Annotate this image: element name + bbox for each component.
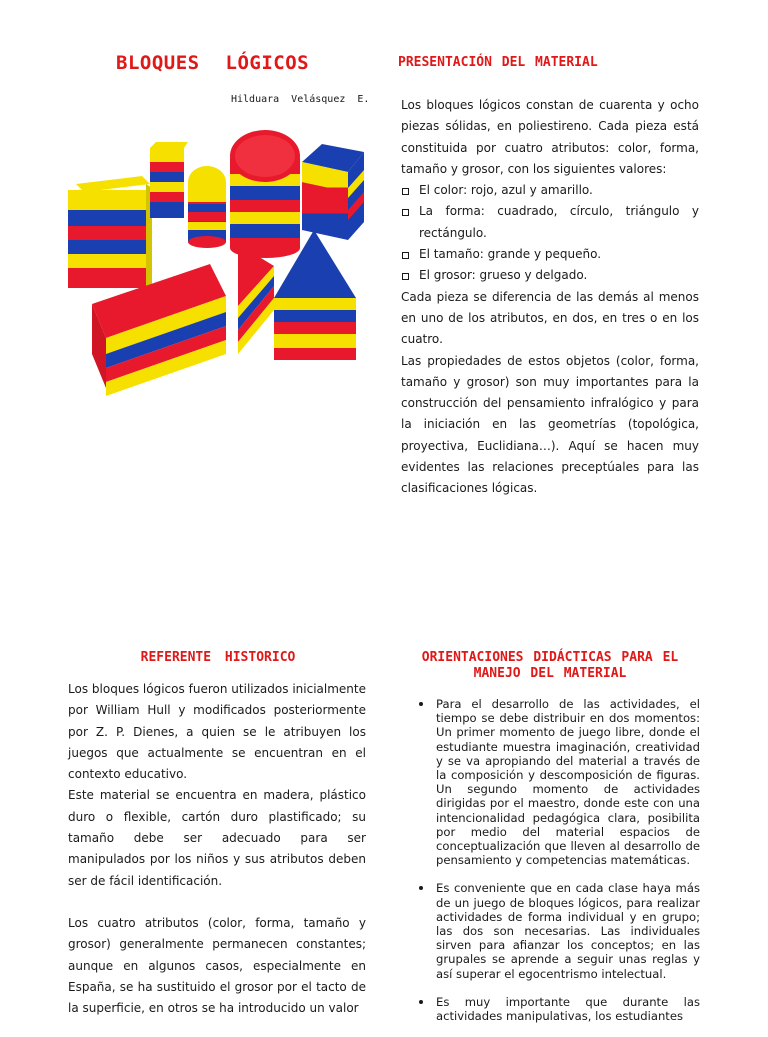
orientation-list (414, 697, 700, 1023)
logic-blocks-photo (66, 126, 368, 418)
section-heading-presentacion: PRESENTACIÓN DEL MATERIAL (398, 55, 598, 70)
list-item: Es conveniente que en cada clase haya más de un juego de bloques lógicos, para realizar actividades de forma individual y en grupo; las dos son necesarias. Las individuales sirven para afianzar los conceptos; en las grupales se aprende a seguir unas reglas y así superar el egocentrismo intelectual. (414, 881, 700, 980)
list-item: Es muy importante que durante las actividades manipulativas, los estudiantes (414, 995, 700, 1023)
block-triangle-small (238, 244, 274, 354)
page-title: BLOQUES LÓGICOS (116, 52, 310, 74)
list-item: El color: rojo, azul y amarillo. (401, 180, 699, 201)
block-cylinder-big (230, 130, 300, 258)
section-referente (68, 679, 366, 1019)
section-heading-referente: REFERENTE HISTORICO (140, 650, 296, 665)
paragraph: Este material se encuentra en madera, plástico duro o flexible, cartón duro plastificado; su tamaño debe ser adecuado para ser manipulados por los niños y sus atributos deben ser de fácil identificación. (68, 788, 366, 888)
list-item: El grosor: grueso y delgado. (401, 265, 699, 286)
block-column-small (150, 142, 188, 218)
section-presentacion (401, 95, 699, 500)
paragraph: Cada pieza se diferencia de las demás al menos en uno de los atributos, en dos, en tres o en los cuatro. (401, 289, 699, 347)
block-cylinder-small (188, 166, 226, 248)
attribute-list (401, 180, 699, 286)
paragraph: Las propiedades de estos objetos (color, forma, tamaño y grosor) son muy importantes para la construcción del pensamiento infralógico y para la iniciación en las geometrías (topológica, proyectiva, Euclidiana…). Aquí se hacen muy evidentes las relaciones preceptúales para las clasificaciones lógicas. (401, 353, 699, 496)
list-item: Para el desarrollo de las actividades, el tiempo se debe distribuir en dos momentos: Un primer momento de juego libre, donde el estudiante muestra imaginación, creatividad y se va apropiando del material a través de la composición y descomposición de figuras. Un segundo momento de actividades dirigidas por el maestro, donde este con una intencionalidad pedagógica clara, posibilita por medio del material espacios de conceptualización que lleven al desarrollo de pensamiento y competencias matemáticas. (414, 697, 700, 867)
paragraph: Los cuatro atributos (color, forma, tamaño y grosor) generalmente permanecen constantes; aunque en algunos casos, especialmente en España, se ha sustituido el grosor por el tacto de la superficie, en otros se ha introducido un valor (68, 915, 366, 1016)
paragraph: Los bloques lógicos fueron utilizados inicialmente por William Hull y modificados posteriormente por Z. P. Dienes, a quien se le atribuyen los juegos que actualmente se encuentran en el contexto educativo. (68, 682, 366, 782)
author-name: Hilduara Velásquez E. (231, 94, 370, 105)
paragraph: Los bloques lógicos constan de cuarenta y ocho piezas sólidas, en poliestireno. Cada pieza está constituida por cuatro atributos: color, forma, tamaño y grosor, con los siguientes valores: (401, 98, 699, 176)
list-item: El tamaño: grande y pequeño. (401, 244, 699, 265)
list-item: La forma: cuadrado, círculo, triángulo y rectángulo. (401, 201, 699, 244)
section-orientaciones (414, 697, 700, 1037)
block-stack-left (68, 176, 152, 288)
block-stack-right (302, 144, 364, 240)
section-heading-orientaciones: ORIENTACIONES DIDÁCTICAS PARA EL MANEJO DEL MATERIAL (421, 650, 679, 681)
